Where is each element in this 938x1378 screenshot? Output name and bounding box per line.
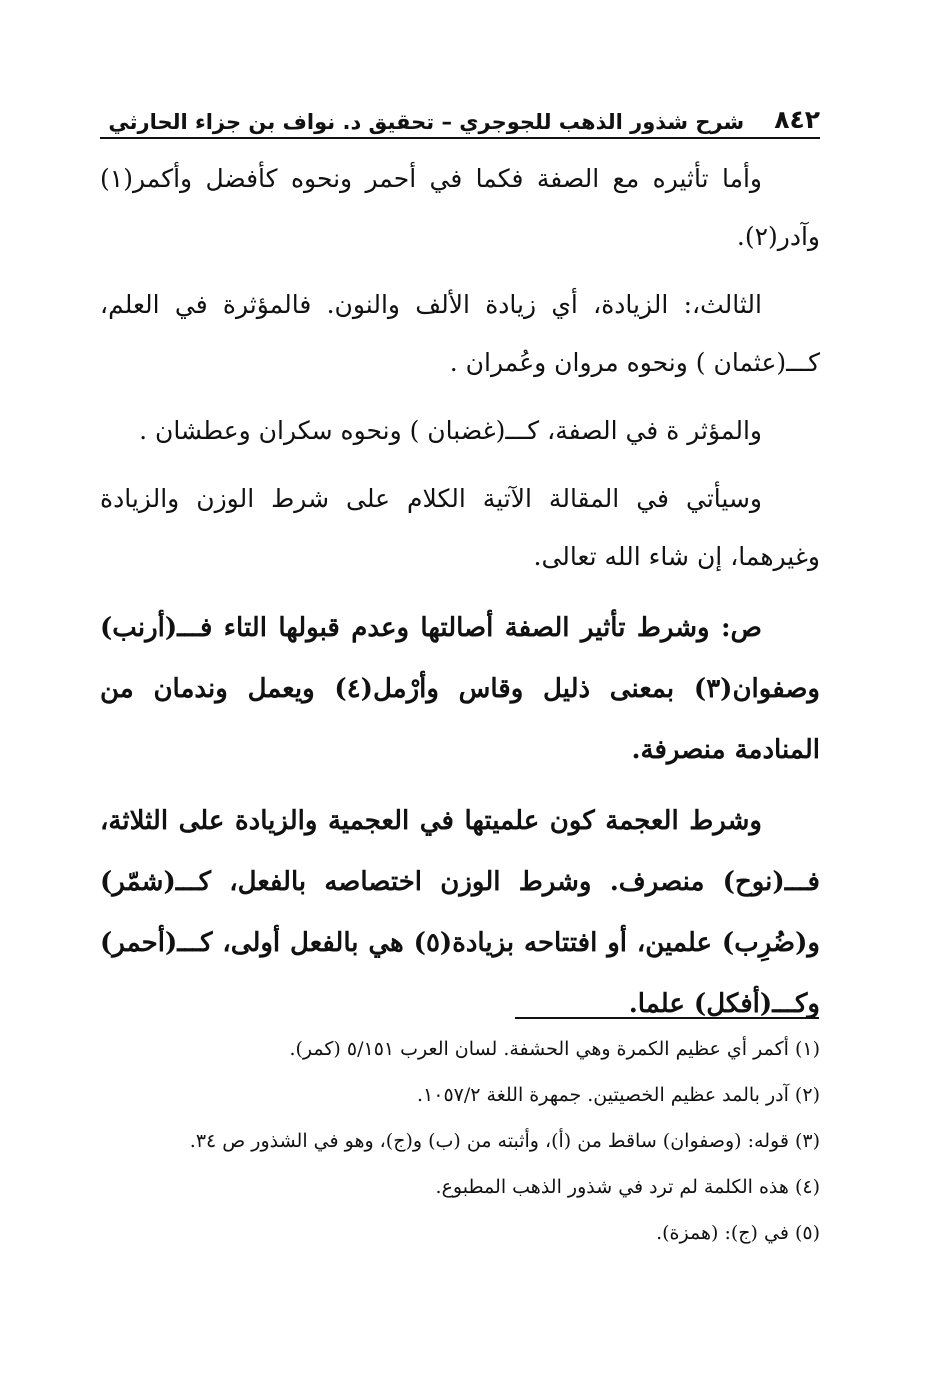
paragraph-4: وسيأتي في المقالة الآتية الكلام على شرط الوزن والزيادة وغيرهما، إن شاء الله تعالى. bbox=[100, 484, 820, 571]
footnote-2: (٢) آدر بالمد عظيم الخصيتين. جمهرة اللغة ١٠٥٧/٢. bbox=[416, 1084, 820, 1106]
footnote-1: (١) أكمر أي عظيم الكمرة وهي الحشفة. لسان العرب ٥/١٥١ (كمر). bbox=[289, 1038, 820, 1060]
page-number: ٨٤٢ bbox=[774, 105, 820, 134]
footnote-3: (٣) قوله: (وصفوان) ساقط من (أ)، وأثبته من (ب) و(ج)، وهو في الشذور ص ٣٤. bbox=[189, 1130, 820, 1152]
paragraph-2: الثالث،: الزيادة، أي زيادة الألف والنون. فالمؤثرة في العلم، كـــ(عثمان ) ونحوه مروان وعُمران . bbox=[100, 290, 820, 377]
footnote-5: (٥) في (ج): (همزة). bbox=[656, 1222, 820, 1244]
paragraph-5-matn: ص: وشرط تأثير الصفة أصالتها وعدم قبولها التاء فـــ(أرنب) وصفوان(٣) بمعنى ذليل وقاس وأرْمل(٤) ويعمل وندمان من المنادمة منصرفة. bbox=[100, 613, 820, 765]
footnotes bbox=[100, 1038, 820, 1268]
paragraph-1: وأما تأثيره مع الصفة فكما في أحمر ونحوه كأفضل وأكمر(١) وآدر(٢). bbox=[100, 164, 820, 251]
header-title: شرح شذور الذهب للجوجري – تحقيق د. نواف بن جزاء الحارثي bbox=[108, 110, 745, 134]
paragraph-6-matn: وشرط العجمة كون علميتها في العجمية والزيادة على الثلاثة، فـــ(نوح) منصرف. وشرط الوزن اختصاصه بالفعل، كـــ(شمّر) و(ضُرِب) علمين، أو افتتاحه بزيادة(٥) هي بالفعل أولى، كـــ(أحمر) وكـــ(أفكل) علما. bbox=[100, 806, 820, 1019]
main-text bbox=[100, 150, 820, 1045]
footnote-4: (٤) هذه الكلمة لم ترد في شذور الذهب المطبوع. bbox=[435, 1176, 820, 1198]
footnote-separator bbox=[515, 1017, 819, 1019]
paragraph-3: والمؤثر ة في الصفة، كـــ(غضبان ) ونحوه سكران وعطشان . bbox=[139, 416, 762, 445]
running-header bbox=[100, 100, 820, 139]
